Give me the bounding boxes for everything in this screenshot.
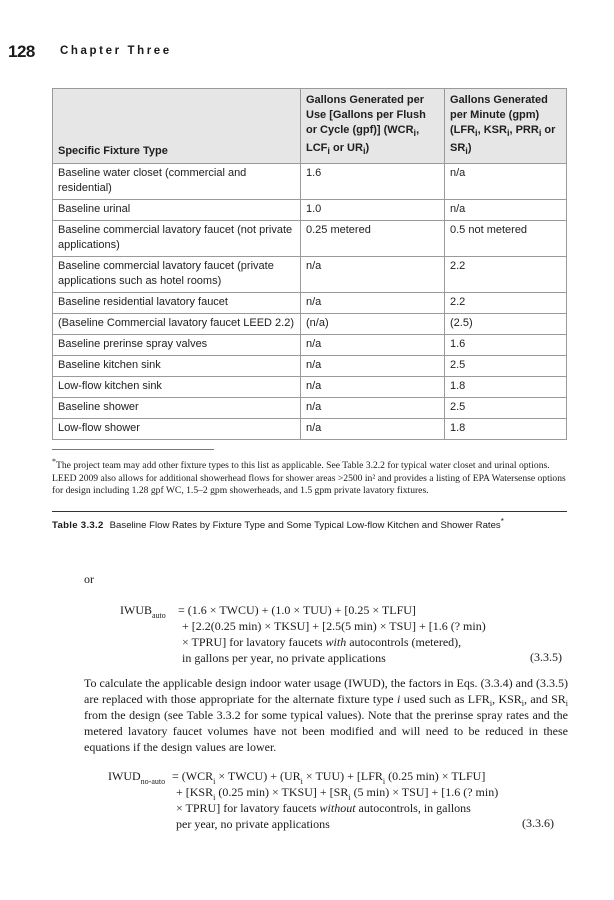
- table-row: [53, 335, 567, 356]
- or-connector: or: [84, 572, 94, 586]
- table-row: [53, 164, 567, 200]
- footnote-marker: *: [52, 457, 56, 466]
- cell-gallons-per-minute: 1.8: [445, 377, 567, 398]
- fixture-flow-table: [52, 88, 567, 440]
- caption-divider: [52, 511, 567, 512]
- cell-fixture-type: Low-flow kitchen sink: [53, 377, 301, 398]
- cell-gallons-per-use: n/a: [301, 419, 445, 440]
- eq1-line-2: + [2.2(0.25 min) × TKSU] + [2.5(5 min) × TSU] + [1.6 (? min): [182, 619, 486, 633]
- eq2-lhs-main: IWUD: [108, 769, 141, 783]
- cell-gallons-per-use: 1.6: [301, 164, 445, 200]
- cell-fixture-type: Baseline residential lavatory faucet: [53, 293, 301, 314]
- cell-fixture-type: Low-flow shower: [53, 419, 301, 440]
- cell-gallons-per-minute: n/a: [445, 164, 567, 200]
- cell-gallons-per-minute: 2.2: [445, 293, 567, 314]
- table-footnote: [52, 456, 567, 498]
- eq1-lhs-sub: auto: [152, 611, 166, 620]
- page-number: 128: [8, 42, 35, 61]
- cell-fixture-type: (Baseline Commercial lavatory faucet LEED 2.2): [53, 314, 301, 335]
- cell-gallons-per-minute: 2.2: [445, 257, 567, 293]
- cell-gallons-per-use: n/a: [301, 398, 445, 419]
- eq1-lhs: [120, 602, 166, 618]
- caption-label: Table 3.3.2: [52, 520, 104, 532]
- eq2-line-4: per year, no private applications: [176, 817, 330, 831]
- table-row: [53, 221, 567, 257]
- eq1-lhs-main: IWUB: [120, 603, 152, 617]
- cell-gallons-per-use: n/a: [301, 335, 445, 356]
- table-row: [53, 377, 567, 398]
- cell-gallons-per-use: n/a: [301, 293, 445, 314]
- eq1-line-4: in gallons per year, no private applications: [182, 651, 386, 665]
- table-row: [53, 419, 567, 440]
- cell-gallons-per-use: (n/a): [301, 314, 445, 335]
- cell-gallons-per-use: n/a: [301, 356, 445, 377]
- cell-gallons-per-minute: 1.6: [445, 335, 567, 356]
- cell-fixture-type: Baseline water closet (commercial and residential): [53, 164, 301, 200]
- cell-fixture-type: Baseline kitchen sink: [53, 356, 301, 377]
- table-row: [53, 257, 567, 293]
- col-header-fixture-type-text: Specific Fixture Type: [58, 145, 168, 158]
- footnote-divider: [52, 449, 214, 450]
- table-row: [53, 398, 567, 419]
- eq2-line-1: = ($WCR_i$ × TWCU) + $(UR_i \times TUU) + [LFR_i$ (0.25 min) × TLFU]: [172, 769, 486, 786]
- col-header-gallons-per-minute: [445, 89, 567, 164]
- eq2-lhs-sub: no-auto: [140, 777, 166, 786]
- cell-gallons-per-use: 0.25 metered: [301, 221, 445, 257]
- cell-gallons-per-minute: (2.5): [445, 314, 567, 335]
- cell-fixture-type: Baseline prerinse spray valves: [53, 335, 301, 356]
- body-paragraph: To calculate the applicable design indoor water usage (IWUD), the factors in Eqs. (3.3.4) and (3.3.5) are replaced with those appropriate for the alternate fixture type i used such as $LFR_i$, $KSR_i$, and $SR_i$ from the design (see Table 3.3.2 for some typical values). Note that the prerinse spray rates and the metered lavatory faucet volumes have not been modified and will need to be reduced in these equations if the design values are lower.: [84, 676, 569, 754]
- eq2-line-2: + [$KSR_i$ (0.25 min) × TKSU] + [$SR_i$ (5 min) × TSU] + [1.6 (? min): [176, 785, 499, 802]
- col-header-fixture-type: [53, 89, 301, 164]
- cell-gallons-per-minute: 2.5: [445, 398, 567, 419]
- cell-gallons-per-minute: 0.5 not metered: [445, 221, 567, 257]
- cell-fixture-type: Baseline commercial lavatory faucet (not private applications): [53, 221, 301, 257]
- eq1-line-1: = (1.6 × TWCU) + (1.0 × TUU) + [0.25 × TLFU]: [178, 603, 416, 617]
- chapter-title: Chapter Three: [60, 45, 172, 57]
- cell-gallons-per-minute: n/a: [445, 200, 567, 221]
- footnote-text: The project team may add other fixture types to this list as applicable. See Table 3.2.2 for typical water closet and urinal options. LEED 2009 also allows for additional showerhead flows for shower areas >2500 in² and provides a listing of EPA Watersense options for design including 1.28 gpf WC, 1.5–2 gpm showerheads, and 1.5 gpm private lavatory fixtures.: [52, 460, 566, 497]
- cell-gallons-per-minute: 2.5: [445, 356, 567, 377]
- cell-gallons-per-use: n/a: [301, 257, 445, 293]
- table-caption: [52, 517, 572, 531]
- table-row: [53, 293, 567, 314]
- cell-gallons-per-minute: 1.8: [445, 419, 567, 440]
- table-row: [53, 200, 567, 221]
- caption-title: Baseline Flow Rates by Fixture Type and Some Typical Low-flow Kitchen and Shower Rates: [109, 520, 501, 532]
- eq2-line-3: × TPRU] for lavatory faucets without autocontrols, in gallons: [176, 801, 471, 815]
- cell-gallons-per-use: n/a: [301, 377, 445, 398]
- cell-gallons-per-use: 1.0: [301, 200, 445, 221]
- eq2-lhs: [108, 768, 165, 784]
- cell-fixture-type: Baseline commercial lavatory faucet (private applications such as hotel rooms): [53, 257, 301, 293]
- table-header-row: [53, 89, 567, 164]
- col-header-gallons-per-use-text: Gallons Generated per Use [Gallons per Flush or Cycle (gpf)] ($WCR_i$, $LCF_i$ or $UR_i$): [306, 94, 426, 157]
- eq1-number: (3.3.5): [530, 650, 562, 664]
- page-header: [8, 42, 172, 66]
- cell-fixture-type: Baseline urinal: [53, 200, 301, 221]
- col-header-gallons-per-minute-text: Gallons Generated per Minute (gpm) ($LFR_i$, $KSR_i$, $PRR_i$ or $SR_i$): [450, 94, 556, 157]
- table-row: [53, 356, 567, 377]
- cell-fixture-type: Baseline shower: [53, 398, 301, 419]
- table-row: [53, 314, 567, 335]
- caption-marker: *: [500, 517, 504, 526]
- eq1-line-3: × TPRU] for lavatory faucets with autocontrols (metered),: [182, 635, 462, 649]
- eq2-number: (3.3.6): [522, 816, 554, 830]
- col-header-gallons-per-use: [301, 89, 445, 164]
